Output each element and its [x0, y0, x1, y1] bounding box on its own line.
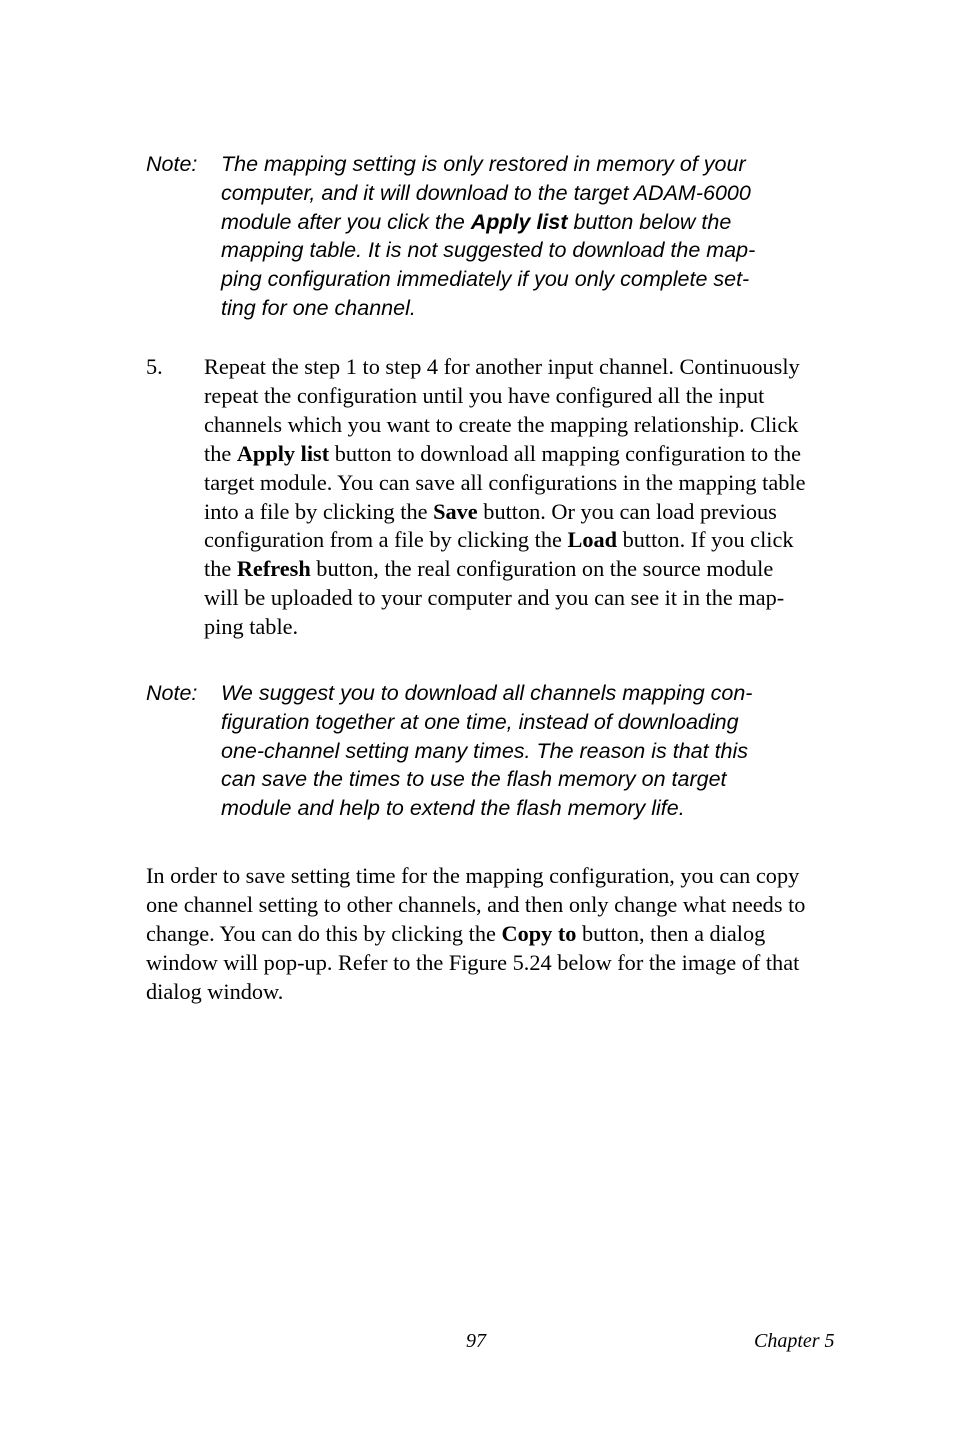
apply-list-term: Apply list — [236, 440, 330, 466]
step-line — [204, 526, 794, 555]
note-line: can save the times to use the flash memory on target — [221, 767, 727, 792]
text-run: button, then a dialog — [576, 920, 766, 946]
page-number: 97 — [466, 1330, 486, 1352]
step-line: target module. You can save all configurations in the mapping table — [204, 469, 806, 495]
note-line: The mapping setting is only restored in memory of your — [221, 152, 746, 176]
text-run: button to download all mapping configuration to the — [329, 440, 802, 466]
note-line — [221, 208, 731, 237]
text-run: button. Or you can load previous — [477, 498, 777, 524]
note-line: one-channel setting many times. The reason is that this — [221, 738, 749, 763]
paragraph-line: window will pop-up. Refer to the Figure 5.24 below for the image of that — [146, 949, 800, 975]
step-line — [204, 555, 773, 584]
save-term: Save — [433, 498, 478, 524]
apply-list-term: Apply list — [470, 209, 568, 234]
step-number: 5. — [146, 354, 163, 379]
text-run: configuration from a file by clicking the — [204, 527, 568, 553]
text-run: the — [204, 440, 237, 466]
note-line: ping configuration immediately if you only complete set- — [221, 267, 750, 292]
text-run: module after you click the — [221, 209, 471, 234]
copy-to-term: Copy to — [501, 920, 577, 946]
note-line: computer, and it will download to the target ADAM-6000 — [221, 180, 751, 205]
text-run: button, the real configuration on the source module — [310, 556, 774, 582]
text-run: change. You can do this by clicking the — [146, 920, 502, 946]
note-line: ting for one channel. — [221, 296, 416, 320]
step-line: Repeat the step 1 to step 4 for another input channel. Continuously — [204, 354, 800, 379]
step-line: repeat the configuration until you have configured all the input — [204, 382, 765, 408]
note-label: Note: — [146, 681, 198, 705]
text-run: button below the — [567, 209, 732, 234]
step-line — [204, 440, 801, 469]
chapter-label: Chapter 5 — [754, 1330, 835, 1352]
note-line: module and help to extend the flash memory life. — [221, 796, 685, 821]
text-run: the — [204, 556, 237, 582]
load-term: Load — [567, 527, 618, 553]
paragraph-line: In order to save setting time for the mapping configuration, you can copy — [146, 863, 800, 888]
note-line: We suggest you to download all channels mapping con- — [221, 681, 753, 705]
refresh-term: Refresh — [236, 556, 311, 582]
step-line: will be uploaded to your computer and you can see it in the map- — [204, 585, 785, 611]
step-line: ping table. — [204, 614, 299, 640]
text-run: into a file by clicking the — [204, 498, 434, 524]
step-line: channels which you want to create the mapping relationship. Click — [204, 411, 799, 437]
paragraph-line: one channel setting to other channels, and then only change what needs to — [146, 891, 806, 917]
note-line: mapping table. It is not suggested to download the map- — [221, 238, 756, 263]
text-run: button. If you click — [617, 527, 794, 553]
step-line — [204, 498, 777, 527]
note-label: Note: — [146, 152, 198, 176]
paragraph-line: dialog window. — [146, 978, 284, 1004]
paragraph-line — [146, 920, 765, 949]
note-line: figuration together at one time, instead of downloading — [221, 709, 739, 734]
